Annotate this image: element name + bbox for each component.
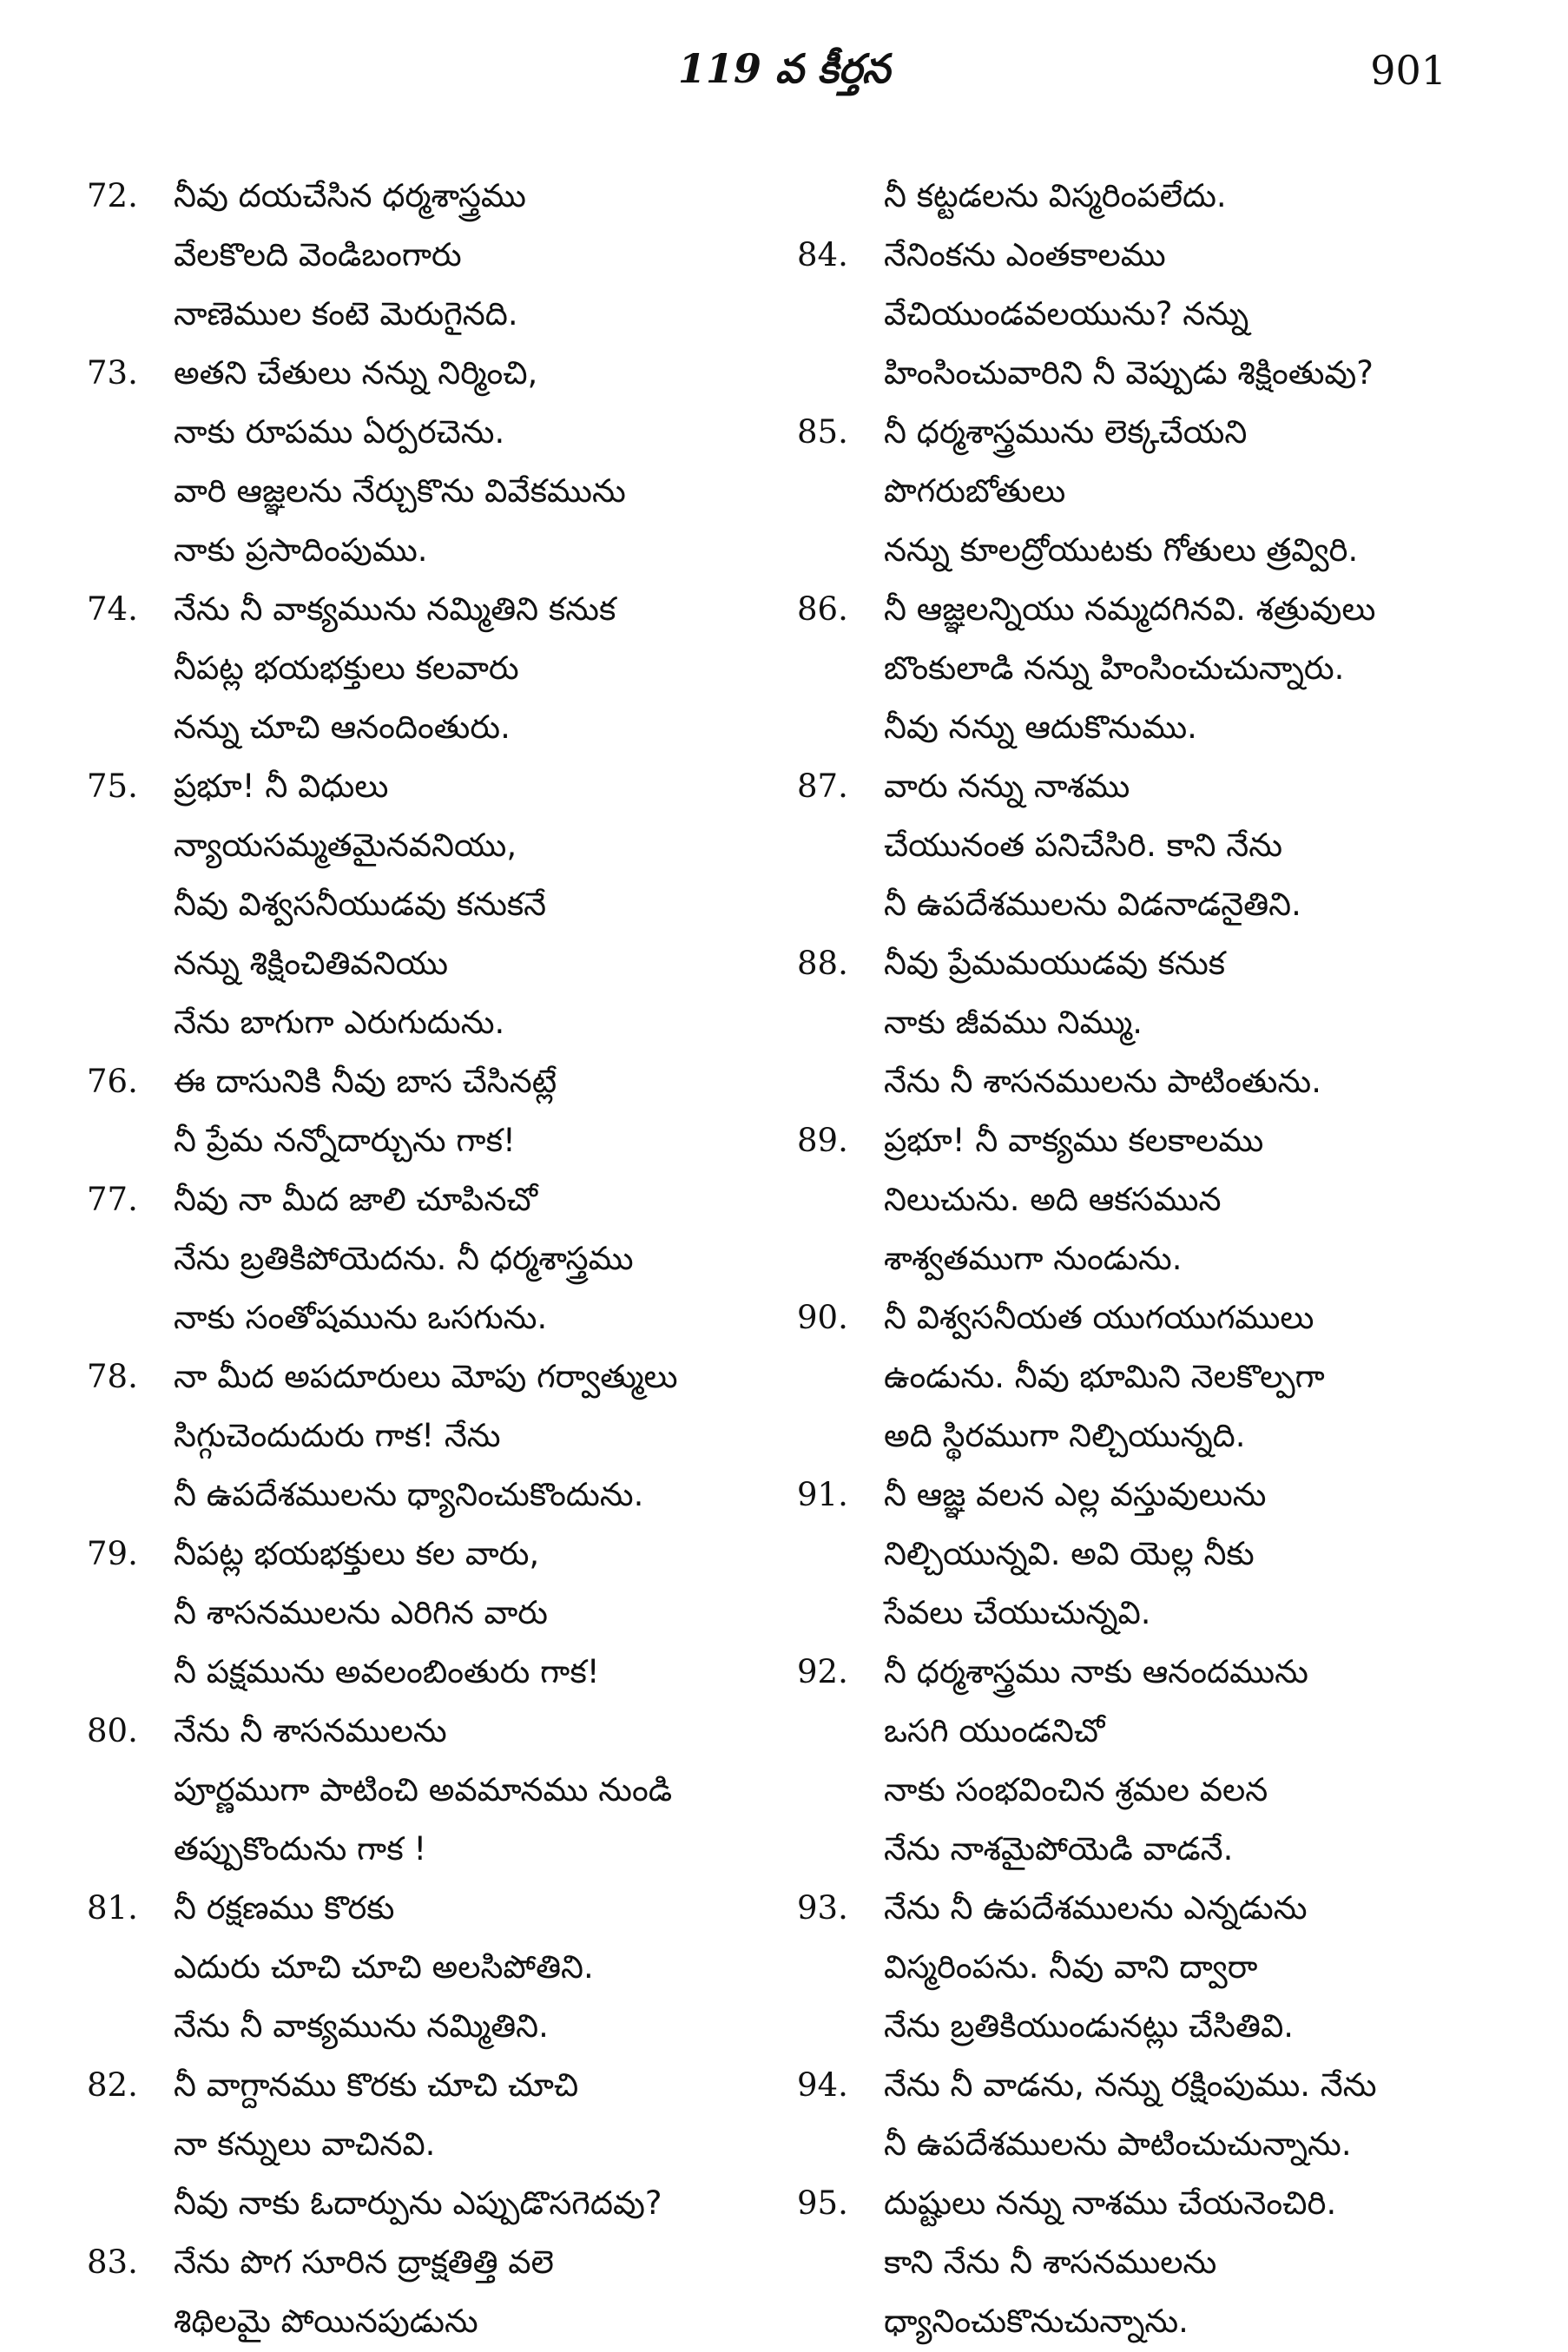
verse bbox=[797, 2174, 1492, 2351]
verse-line: నేను నీ శాసనములను పాటింతును. bbox=[884, 1063, 1321, 1100]
verse-line: ఈ దాసునికి నీవు బాస చేసినట్లే bbox=[174, 1063, 557, 1100]
verse-line: నీ ఆజ్ఞలన్నియు నమ్మదగినవి. శత్రువులు bbox=[884, 590, 1376, 628]
verse-line: నీ శాసనములను ఎరిగిన వారు bbox=[174, 1594, 548, 1631]
verse-number: 90. bbox=[797, 1299, 848, 1336]
verse-number: 93. bbox=[797, 1889, 848, 1927]
verse-text bbox=[174, 2233, 781, 2351]
page-title: 119 వ కీర్తన bbox=[677, 45, 891, 92]
verse bbox=[797, 757, 1492, 934]
verse-text bbox=[884, 226, 1492, 403]
verse bbox=[87, 344, 781, 580]
verse-number: 88. bbox=[797, 945, 848, 982]
verse-line: వేచియుండవలయును? నన్ను bbox=[884, 295, 1249, 333]
verse-number: 86. bbox=[797, 590, 848, 628]
verse-line: నాకు జీవము నిమ్ము. bbox=[884, 1004, 1143, 1041]
verse-line: అది స్థిరముగా నిల్చియున్నది. bbox=[884, 1417, 1246, 1454]
verse-line: నేనింకను ఎంతకాలము bbox=[884, 236, 1166, 273]
verse-number: 91. bbox=[797, 1476, 848, 1513]
page-number: 901 bbox=[1370, 47, 1446, 94]
verse-line: పూర్ణముగా పాటించి అవమానము నుండి bbox=[174, 1771, 673, 1808]
verse bbox=[797, 580, 1492, 757]
verse-line: ధ్యానించుకొనుచున్నాను. bbox=[884, 2303, 1189, 2340]
verse-line: బొంకులాడి నన్ను హింసించుచున్నారు. bbox=[884, 649, 1345, 687]
verse-number: 82. bbox=[87, 2066, 138, 2104]
verse-line: నాణెముల కంటె మెరుగైనది. bbox=[174, 295, 518, 333]
verse-text bbox=[884, 757, 1492, 934]
verse-line: నాకు రూపము ఏర్పరచెను. bbox=[174, 413, 505, 451]
verse-number: 73. bbox=[87, 354, 138, 392]
verse-line: నీ విశ్వసనీయత యుగయుగములు bbox=[884, 1299, 1314, 1336]
verse-line: వారి ఆజ్ఞలను నేర్చుకొను వివేకమును bbox=[174, 472, 626, 510]
verse-line: వేలకొలది వెండిబంగారు bbox=[174, 236, 462, 273]
verse-number: 85. bbox=[797, 413, 848, 451]
verse bbox=[87, 1879, 781, 2056]
verse-number: 95. bbox=[797, 2184, 848, 2222]
verse-line: తప్పుకొందును గాక ! bbox=[174, 1830, 427, 1868]
verse bbox=[87, 1052, 781, 1170]
verse-line: నీ ధర్మశాస్త్రమును లెక్కచేయని bbox=[884, 413, 1248, 451]
verse-number: 75. bbox=[87, 768, 138, 805]
verse bbox=[87, 580, 781, 757]
verse bbox=[87, 1702, 781, 1879]
verse-text bbox=[174, 1347, 781, 1525]
verse-text bbox=[884, 934, 1492, 1111]
verse-number: 84. bbox=[797, 236, 848, 273]
verse-text bbox=[174, 1702, 781, 1879]
verse-line: సేవలు చేయుచున్నవి. bbox=[884, 1594, 1151, 1631]
verse-line: దుష్టులు నన్ను నాశము చేయనెంచిరి. bbox=[884, 2184, 1337, 2222]
verse-line: ఎదురు చూచి చూచి అలసిపోతిని. bbox=[174, 1948, 594, 1986]
verse-line: ప్రభూ! నీ విధులు bbox=[174, 768, 389, 805]
verse bbox=[797, 403, 1492, 580]
verse-text bbox=[884, 580, 1492, 757]
verse-line: నీవు ప్రేమమయుడవు కనుక bbox=[884, 945, 1226, 982]
verse bbox=[87, 167, 781, 344]
verse-line: విస్మరింపను. నీవు వాని ద్వారా bbox=[884, 1948, 1258, 1986]
verse-line: నేను నీ వాక్యమును నమ్మితిని. bbox=[174, 2007, 549, 2045]
verse-text bbox=[174, 344, 781, 580]
verse-text bbox=[884, 1288, 1492, 1466]
verse-line: నీవు నాకు ఓదార్పును ఎప్పుడొసగెదవు? bbox=[174, 2184, 662, 2222]
verse-number: 83. bbox=[87, 2243, 138, 2281]
verse-line: నిల్చియున్నవి. అవి యెల్ల నీకు bbox=[884, 1535, 1255, 1572]
right-column bbox=[797, 167, 1492, 2351]
verse bbox=[87, 1170, 781, 1347]
verse-number: 92. bbox=[797, 1653, 848, 1690]
verse-text bbox=[884, 1879, 1492, 2056]
verse-line: పొగరుబోతులు bbox=[884, 472, 1066, 510]
verse bbox=[797, 1288, 1492, 1466]
verse bbox=[87, 1347, 781, 1525]
verse-line: నీ పక్షమును అవలంబింతురు గాక! bbox=[174, 1653, 600, 1690]
verse bbox=[797, 934, 1492, 1111]
verse-number: 72. bbox=[87, 177, 138, 214]
verse-text bbox=[174, 580, 781, 757]
verse-line: నేను నీ శాసనములను bbox=[174, 1712, 447, 1749]
verse-text bbox=[174, 1170, 781, 1347]
verse-text bbox=[174, 1052, 781, 1170]
verse-line: నీ ఉపదేశములను ధ్యానించుకొందును. bbox=[174, 1476, 644, 1513]
verse-line: నీ ఆజ్ఞ వలన ఎల్ల వస్తువులును bbox=[884, 1476, 1267, 1513]
verse bbox=[87, 2233, 781, 2351]
verse-line: చేయునంత పనిచేసిరి. కాని నేను bbox=[884, 827, 1283, 864]
verse-number: 79. bbox=[87, 1535, 138, 1572]
verse-line: నేను నీ వాడను, నన్ను రక్షింపుము. నేను bbox=[884, 2066, 1377, 2104]
verse-line: న్యాయసమ్మతమైనవనియు, bbox=[174, 827, 517, 864]
verse-number: 74. bbox=[87, 590, 138, 628]
verse-line: నన్ను శిక్షించితివనియు bbox=[174, 945, 449, 982]
verse-line: నా కన్నులు వాచినవి. bbox=[174, 2125, 436, 2163]
verse-line: నేను బ్రతికియుండునట్లు చేసితివి. bbox=[884, 2007, 1295, 2045]
verse-text bbox=[174, 757, 781, 1052]
verse-text bbox=[884, 1111, 1492, 1288]
verse-number: 94. bbox=[797, 2066, 848, 2104]
verse bbox=[87, 1525, 781, 1702]
verse-line: ఉండును. నీవు భూమిని నెలకొల్పగా bbox=[884, 1358, 1325, 1395]
verse-text bbox=[174, 1525, 781, 1702]
verse-line: నీ ధర్మశాస్త్రము నాకు ఆనందమును bbox=[884, 1653, 1308, 1690]
verse-text bbox=[174, 1879, 781, 2056]
verse-line: నేను బాగుగా ఎరుగుదును. bbox=[174, 1004, 505, 1041]
verse bbox=[797, 1643, 1492, 1879]
verse-line: నాకు సంభవించిన శ్రమల వలన bbox=[884, 1771, 1268, 1808]
verse-number: 80. bbox=[87, 1712, 138, 1749]
verse-number: 81. bbox=[87, 1889, 138, 1927]
verse bbox=[87, 2056, 781, 2233]
verse-line: నీవు విశ్వసనీయుడవు కనుకనే bbox=[174, 886, 547, 923]
verse-number: 87. bbox=[797, 768, 848, 805]
verse-line: నా మీద అపదూరులు మోపు గర్వాత్ములు bbox=[174, 1358, 678, 1395]
verse-line: నేను నీ ఉపదేశములను ఎన్నడును bbox=[884, 1889, 1308, 1927]
verse-line: నాకు ప్రసాదింపుము. bbox=[174, 531, 428, 569]
verse-line: నాకు సంతోషమును ఒసగును. bbox=[174, 1299, 548, 1336]
verse-text bbox=[174, 2056, 781, 2233]
verse bbox=[797, 1466, 1492, 1643]
verse-line: నన్ను చూచి ఆనందింతురు. bbox=[174, 708, 511, 746]
verse-line: నీ రక్షణము కొరకు bbox=[174, 1889, 395, 1927]
verse-text bbox=[884, 1466, 1492, 1643]
verse-number: 77. bbox=[87, 1181, 138, 1218]
verse-text bbox=[884, 2174, 1492, 2351]
verse bbox=[797, 1879, 1492, 2056]
verse bbox=[797, 1111, 1492, 1288]
verse-number: 78. bbox=[87, 1358, 138, 1395]
verse-line: అతని చేతులు నన్ను నిర్మించి, bbox=[174, 354, 538, 392]
verse-text bbox=[884, 167, 1492, 226]
verse-line: ప్రభూ! నీ వాక్యము కలకాలము bbox=[884, 1122, 1264, 1159]
verse-line: నీవు నన్ను ఆదుకొనుము. bbox=[884, 708, 1197, 746]
verse-line: నేను బ్రతికిపోయెదను. నీ ధర్మశాస్త్రము bbox=[174, 1240, 634, 1277]
verse-line: నీ కట్టడలను విస్మరింపలేదు. bbox=[884, 177, 1227, 214]
verse-number bbox=[797, 167, 884, 226]
verse-line: నీ వాగ్దానము కొరకు చూచి చూచి bbox=[174, 2066, 579, 2104]
verse-line: కాని నేను నీ శాసనములను bbox=[884, 2243, 1217, 2281]
verse bbox=[797, 226, 1492, 403]
left-column bbox=[87, 167, 781, 2351]
verse-number: 76. bbox=[87, 1063, 138, 1100]
verse-line: వారు నన్ను నాశము bbox=[884, 768, 1130, 805]
verse-line: నేను నీ వాక్యమును నమ్మితిని కనుక bbox=[174, 590, 616, 628]
verse-line: నీవు దయచేసిన ధర్మశాస్త్రము bbox=[174, 177, 526, 214]
verse-line: నీపట్ల భయభక్తులు కలవారు bbox=[174, 649, 519, 687]
verse bbox=[87, 757, 781, 1052]
verse-line: హింసించువారిని నీ వెప్పుడు శిక్షింతువు? bbox=[884, 354, 1374, 392]
verse-line: సిగ్గుచెందుదురు గాక! నేను bbox=[174, 1417, 501, 1454]
verse bbox=[797, 2056, 1492, 2174]
verse-text bbox=[884, 403, 1492, 580]
verse-line: నేను నాశమైపోయెడి వాడనే. bbox=[884, 1830, 1234, 1868]
verse bbox=[797, 167, 1492, 226]
verse-line: ఒసగి యుండనిచో bbox=[884, 1712, 1105, 1749]
verse-line: నీవు నా మీద జాలి చూపినచో bbox=[174, 1181, 537, 1218]
verse-line: నీ ఉపదేశములను పాటించుచున్నాను. bbox=[884, 2125, 1352, 2163]
verse-line: నీ ప్రేమ నన్నోదార్చును గాక! bbox=[174, 1122, 516, 1159]
verse-line: నీ ఉపదేశములను విడనాడనైతిని. bbox=[884, 886, 1301, 923]
verse-line: శిథిలమై పోయినపుడును bbox=[174, 2303, 478, 2340]
verse-line: నిలుచును. అది ఆకసమున bbox=[884, 1181, 1222, 1218]
page-header bbox=[0, 35, 1568, 113]
verse-text bbox=[884, 2056, 1492, 2174]
verse-text bbox=[884, 1643, 1492, 1879]
verse-line: నీపట్ల భయభక్తులు కల వారు, bbox=[174, 1535, 540, 1572]
verse-line: నేను పొగ సూరిన ద్రాక్షతిత్తి వలె bbox=[174, 2243, 554, 2281]
verse-line: శాశ్వతముగా నుండును. bbox=[884, 1240, 1183, 1277]
verse-number: 89. bbox=[797, 1122, 848, 1159]
verse-line: నన్ను కూలద్రోయుటకు గోతులు త్రవ్విరి. bbox=[884, 531, 1359, 569]
verse-text bbox=[174, 167, 781, 344]
